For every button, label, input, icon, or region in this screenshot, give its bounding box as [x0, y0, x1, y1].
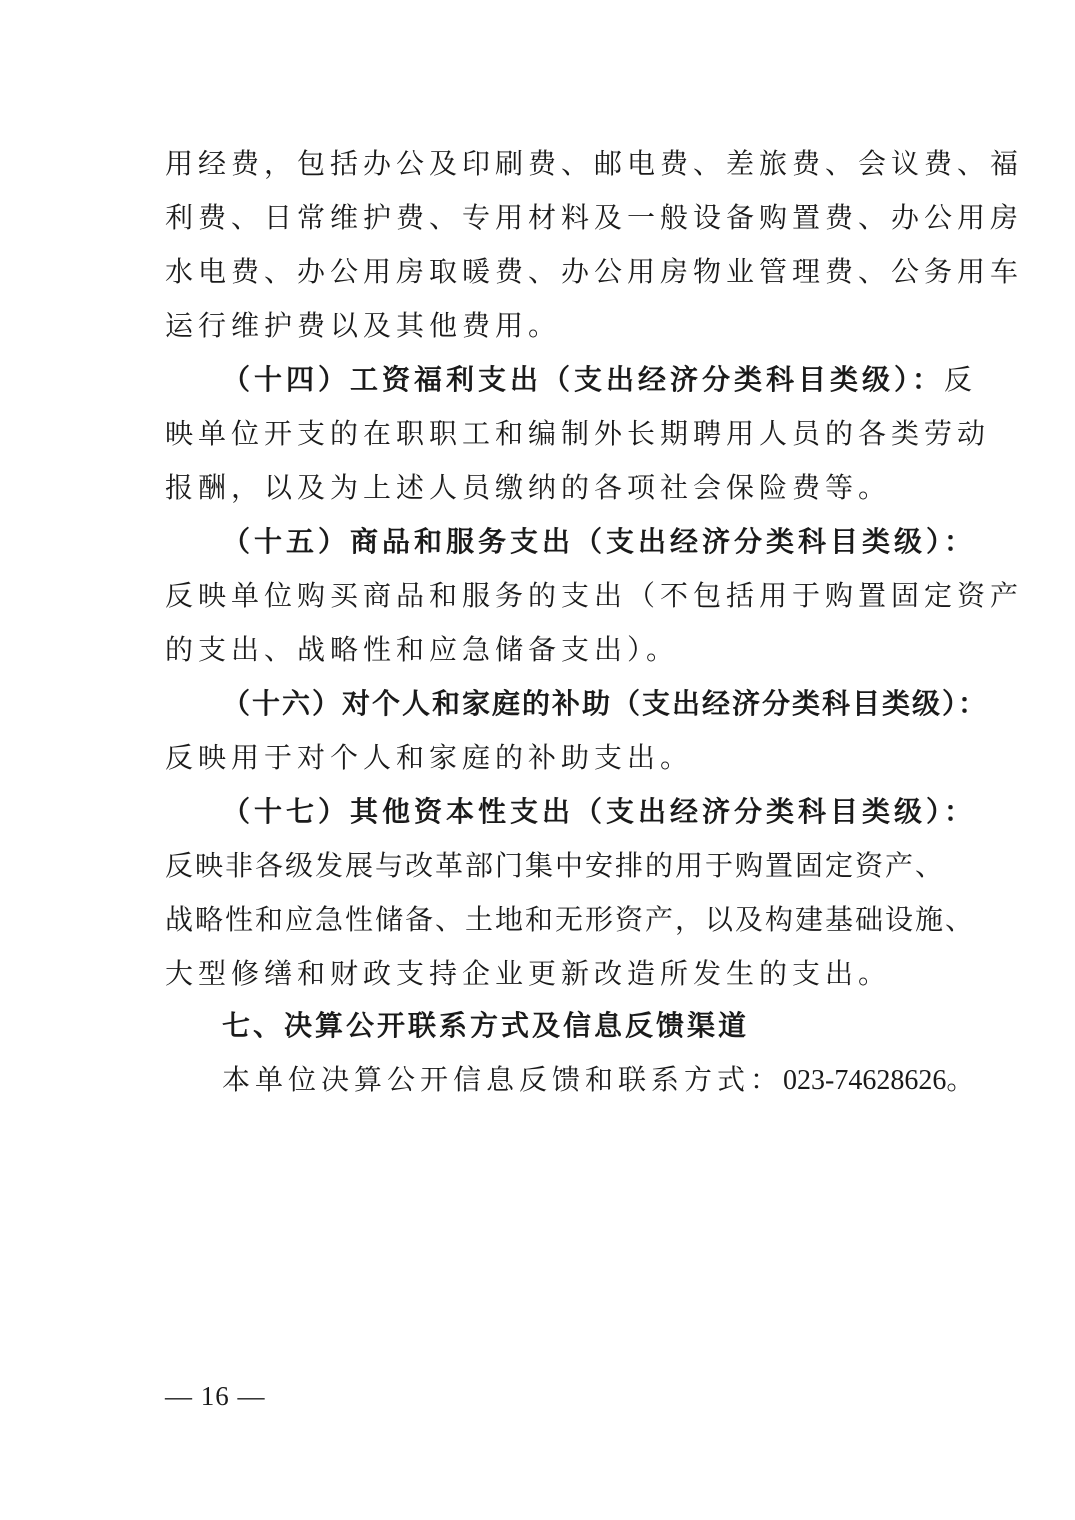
item-15-body-line: 反映单位购买商品和服务的支出（不包括用于购置固定资产	[165, 579, 1024, 612]
item-15-body-line: 的支出、战略性和应急储备支出）。	[165, 633, 680, 666]
body-text-line: 用经费，包括办公及印刷费、邮电费、差旅费、会议费、福	[165, 147, 1024, 180]
item-14-body-line: 映单位开支的在职职工和编制外长期聘用人员的各类劳动	[165, 417, 991, 450]
body-text-line: 运行维护费以及其他费用。	[165, 309, 562, 342]
item-15-title: （十五）商品和服务支出（支出经济分类科目类级）：	[222, 525, 977, 558]
item-17-body-line: 战略性和应急性储备、土地和无形资产，以及构建基础设施、	[165, 903, 976, 936]
item-17-body-line: 大型修缮和财政支持企业更新改造所发生的支出。	[165, 957, 892, 990]
item-17-body-line: 反映非各级发展与改革部门集中安排的用于购置固定资产、	[165, 849, 946, 882]
item-16-body-line: 反映用于对个人和家庭的补助支出。	[165, 741, 694, 774]
contact-line	[222, 1060, 982, 1101]
contact-prefix: 本单位决算公开信息反馈和联系方式：	[222, 1063, 784, 1096]
item-17-title: （十七）其他资本性支出（支出经济分类科目类级）：	[222, 795, 977, 828]
page-number: — 16 —	[165, 1381, 266, 1411]
section-heading: 七、决算公开联系方式及信息反馈渠道	[222, 1009, 750, 1042]
body-text-line: 水电费、办公用房取暖费、办公用房物业管理费、公务用车	[165, 255, 1024, 288]
item-14-title-line	[222, 360, 982, 400]
contact-phone: 023-74628626	[783, 1065, 947, 1096]
item-16-title: （十六）对个人和家庭的补助（支出经济分类科目类级）：	[222, 687, 989, 720]
item-14-body-line: 报酬，以及为上述人员缴纳的各项社会保险费等。	[165, 471, 892, 504]
item-14-title: （十四）工资福利支出（支出经济分类科目类级）：	[222, 363, 945, 396]
item-14-title-tail: 反	[944, 363, 978, 396]
body-text-line: 利费、日常维护费、专用材料及一般设备购置费、办公用房	[165, 201, 1024, 234]
contact-suffix: 。	[946, 1063, 980, 1096]
